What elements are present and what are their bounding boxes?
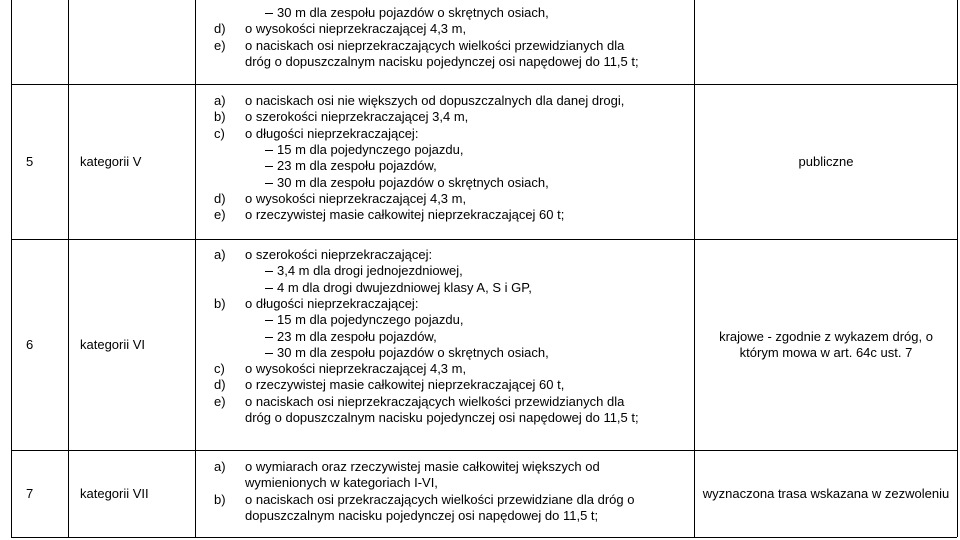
table-row-divider (11, 537, 957, 538)
table-column-divider (957, 0, 958, 537)
requirement-text: 15 m dla pojedynczego pojazdu, (277, 312, 464, 328)
table-row-divider (11, 239, 957, 240)
table-column-divider (68, 0, 69, 537)
dash-bullet (265, 166, 273, 167)
dash-bullet (265, 353, 273, 354)
requirement-text: o długości nieprzekraczającej: (245, 295, 419, 311)
requirement-text: 30 m dla zespołu pojazdów o skrętnych osiach, (277, 174, 549, 190)
item-label: b) (214, 491, 226, 507)
requirement-text: o długości nieprzekraczającej: (245, 125, 419, 141)
requirement-text: wymienionych w kategoriach I-VI, (245, 475, 438, 491)
item-label: a) (214, 459, 226, 474)
item-label: c) (214, 361, 225, 377)
requirement-text: o rzeczywistej masie całkowitej nieprzekraczającej 60 t; (245, 207, 565, 223)
item-label: c) (214, 125, 225, 141)
road-type: wyznaczona trasa wskazana w zezwoleniu (702, 485, 950, 501)
requirement-text: o naciskach osi nie większych od dopuszczalnych dla danej drogi, (245, 93, 625, 108)
table-column-divider (195, 0, 196, 537)
dash-bullet (265, 320, 273, 321)
requirement-text: o wysokości nieprzekraczającej 4,3 m, (245, 21, 467, 37)
requirement-text: o szerokości nieprzekraczającej: (245, 247, 433, 262)
item-label: e) (214, 207, 226, 223)
requirement-text: o wysokości nieprzekraczającej 4,3 m, (245, 190, 467, 206)
category-name: kategorii VI (80, 336, 146, 352)
requirement-text: 30 m dla zespołu pojazdów o skrętnych osiach, (277, 344, 549, 360)
requirement-text: dróg o dopuszczalnym nacisku pojedynczej osi napędowej do 11,5 t; (245, 410, 639, 425)
item-label: d) (214, 377, 226, 393)
dash-bullet (265, 288, 273, 289)
requirement-text: 23 m dla zespołu pojazdów, (277, 158, 437, 174)
row-number: 6 (26, 336, 34, 352)
requirement-text: dróg o dopuszczalnym nacisku pojedynczej osi napędowej do 11,5 t; (245, 53, 639, 69)
table-column-divider (694, 0, 695, 537)
requirement-text: 4 m dla drogi dwujezdniowej klasy A, S i GP, (277, 279, 532, 295)
requirement-text: 30 m dla zespołu pojazdów o skrętnych osiach, (277, 5, 549, 20)
requirement-text: o naciskach osi nieprzekraczających wielkości przewidzianych dla (245, 37, 625, 53)
requirement-text: o naciskach osi przekraczających wielkości przewidziane dla dróg o (245, 491, 635, 507)
road-type: krajowe - zgodnie z wykazem dróg, o którym mowa w art. 64c ust. 7 (719, 328, 933, 360)
item-label: e) (214, 37, 226, 53)
category-name: kategorii VII (80, 485, 149, 501)
requirement-text: 15 m dla pojedynczego pojazdu, (277, 141, 464, 157)
dash-bullet (265, 150, 273, 151)
item-label: a) (214, 247, 226, 262)
requirement-text: 23 m dla zespołu pojazdów, (277, 328, 437, 344)
road-type: publiczne (798, 153, 854, 169)
item-label: b) (214, 295, 226, 311)
requirement-text: o szerokości nieprzekraczającej 3,4 m, (245, 109, 469, 125)
dash-bullet (265, 183, 273, 184)
requirement-text: 3,4 m dla drogi jednojezdniowej, (277, 263, 463, 279)
category-name: kategorii V (80, 153, 142, 169)
item-label: a) (214, 93, 226, 108)
item-label: b) (214, 109, 226, 125)
requirement-text: o naciskach osi nieprzekraczających wielkości przewidzianych dla (245, 393, 625, 409)
table-row-divider (11, 84, 957, 85)
table-row-divider (11, 450, 957, 451)
requirement-text: o wymiarach oraz rzeczywistej masie całkowitej większych od (245, 459, 600, 474)
table-column-divider (11, 0, 12, 537)
dash-bullet (265, 13, 273, 14)
row-number: 7 (26, 485, 34, 501)
dash-bullet (265, 271, 273, 272)
dash-bullet (265, 337, 273, 338)
item-label: e) (214, 393, 226, 409)
requirement-text: dopuszczalnym nacisku pojedynczej osi napędowej do 11,5 t; (245, 507, 599, 523)
item-label: d) (214, 190, 226, 206)
row-number: 5 (26, 153, 34, 169)
requirement-text: o rzeczywistej masie całkowitej nieprzekraczającej 60 t, (245, 377, 565, 393)
requirement-text: o wysokości nieprzekraczającej 4,3 m, (245, 361, 467, 377)
item-label: d) (214, 21, 226, 37)
